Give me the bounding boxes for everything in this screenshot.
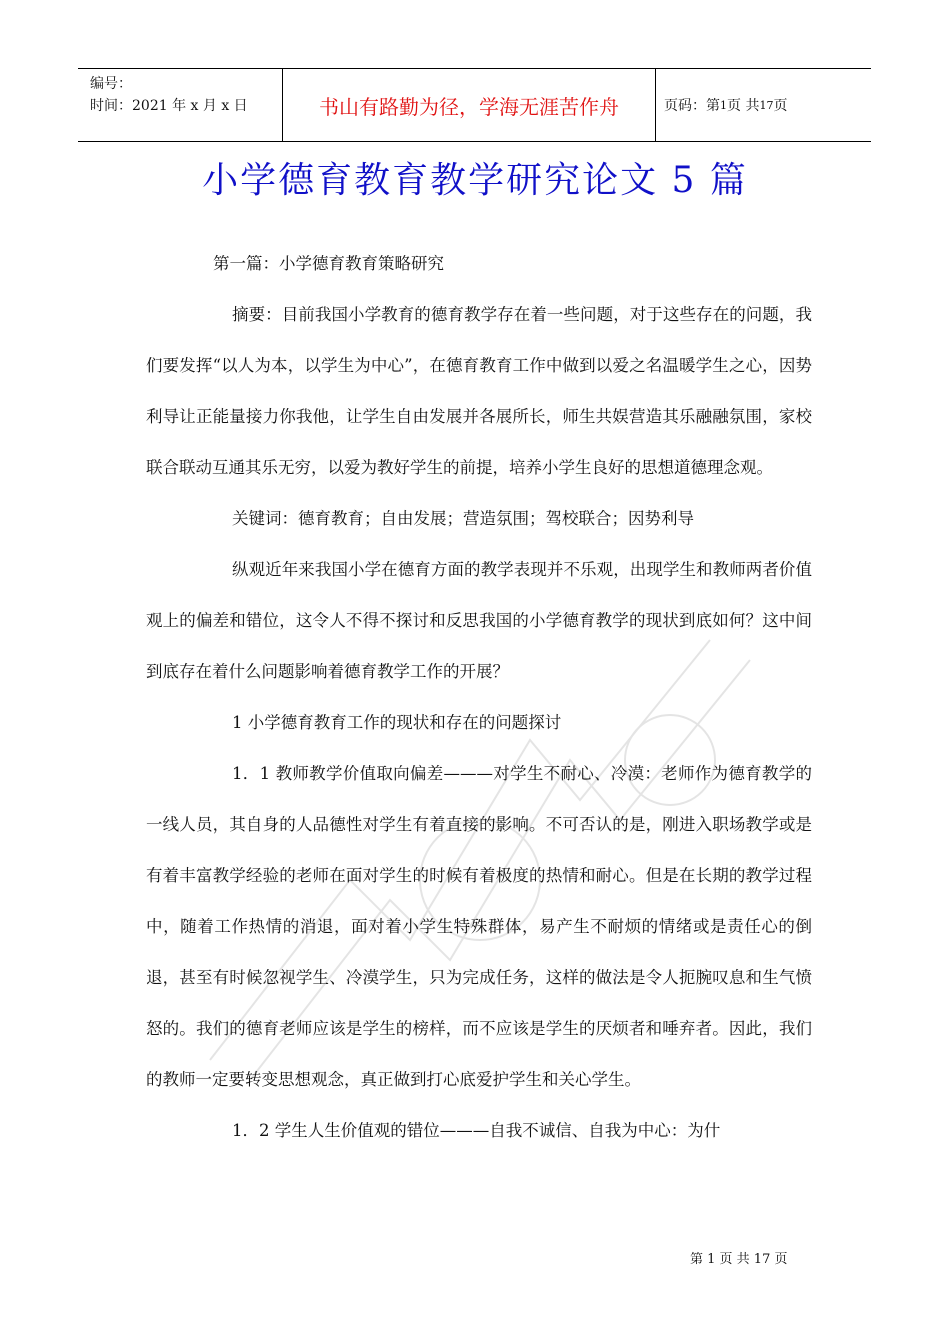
header-meta [78,69,282,141]
keywords-paragraph: 关键词：德育教育；自由发展；营造氛围；驾校联合；因势利导 [232,509,694,528]
page-footer: 第 1 页 共 17 页 [690,1252,788,1267]
document-body [146,238,812,1156]
motto: 书山有路勤为径，学海无涯苦作舟 [282,69,656,141]
subsection-1-2: 1．2 学生人生价值观的错位———自我不诚信、自我为中心：为什 [232,1121,721,1140]
document-title: 小学德育教育教学研究论文 5 篇 [202,160,748,201]
intro-paragraph: 纵观近年来我国小学在德育方面的教学表现并不乐观，出现学生和教师两者价值观上的偏差和错位，这令人不得不探讨和反思我国的小学德育教学的现状到底如何？这中间到底存在着什么问题影响着德育教学工作的开展？ [146,560,812,681]
page-suffix: 页 [773,98,788,114]
time-label: 时间：2021 年 x 月 x 日 [90,98,248,114]
page-current: 1 [720,98,727,112]
header-table [78,68,871,142]
abstract-paragraph: 摘要：目前我国小学教育的德育教学存在着一些问题，对于这些存在的问题，我们要发挥“以人为本，以学生为中心”，在德育教育工作中做到以爱之名温暖学生之心，因势利导让正能量接力你我他，让学生自由发展并各展所长，师生共娱营造其乐融融氛围，家校联合联动互通其乐无穷，以爱为教好学生的前提，培养小学生良好的思想道德理念观。 [146,305,812,477]
subsection-1-1: 1．1 教师教学价值取向偏差———对学生不耐心、冷漠：老师作为德育教学的一线人员，其自身的人品德性对学生有着直接的影响。不可否认的是，刚进入职场教学或是有着丰富教学经验的老师在面对学生的时候有着极度的热情和耐心。但是在长期的教学过程中，随着工作热情的消退，面对着小学生特殊群体，易产生不耐烦的情绪或是责任心的倒退，甚至有时候忽视学生、冷漠学生，只为完成任务，这样的做法是令人扼腕叹息和生气愤怒的。我们的德育老师应该是学生的榜样，而不应该是学生的厌烦者和唾弃者。因此，我们的教师一定要转变思想观念，真正做到打心底爱护学生和关心学生。 [146,764,812,1089]
page-indicator [656,69,871,141]
number-label: 编号： [90,76,132,92]
section-heading: 第一篇：小学德育教育策略研究 [213,254,444,273]
chapter-heading: 1 小学德育教育工作的现状和存在的问题探讨 [232,713,562,732]
page-total: 17 [759,98,774,112]
page-mid: 页 共 [727,98,760,114]
page-prefix: 页码：第 [664,98,720,114]
